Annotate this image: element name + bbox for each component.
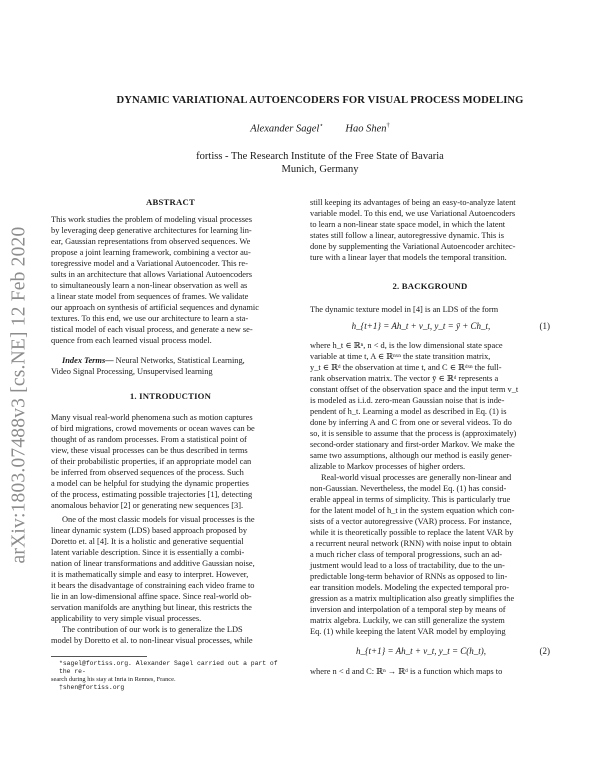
equation-2 [310,646,550,657]
abstract-line: textures. To this end, we use our architecture to learn a sta- [51,314,249,323]
text-line: inversion and interpolation of a temporal step by means of [310,605,506,614]
background-paragraph-2 [310,472,550,637]
text-line: be inferred from observed sequences of the process. Such [51,468,244,477]
text-line: variable at time t, A ∈ ℝⁿˣⁿ the state transition matrix, [310,352,491,361]
abstract-line: quence from each learned visual process model. [51,336,212,345]
text-line: of the process, estimating possible trajectories [1], detecting [51,490,253,499]
footnote-1: *sagel@fortiss.org. Alexander Sagel carried out a part of the re- [59,660,278,675]
text-line: still keeping its advantages of being an easy-to-analyze latent [310,198,516,207]
text-line: constant offset of the observation space and the input term v_t [310,385,519,394]
footnote-rule [51,656,147,657]
author-second: Hao Shen [345,123,387,135]
text-line: a model can be helpful for studying the dynamic properties [51,479,249,488]
text-line: so, it is sensible to assume that the process is (approximately) [310,429,517,438]
affiliation-line-2: Munich, Germany [281,164,359,175]
text-line: thought of as random processes. From a statistical point of [51,435,247,444]
text-line: Eq. (1) while keeping the latent VAR model by employing [310,627,506,636]
footnote-1-cont: search during his stay at Inria in Rennes, France. [51,676,176,683]
affiliation [40,150,600,176]
text-line: ear transition models. Modeling the expected temporal pro- [310,583,510,592]
index-terms-label: Index Terms— [62,356,114,365]
text-line: rank observation matrix. The vector ȳ ∈ ℝᵈ represents a [310,374,499,383]
background-heading: 2. BACKGROUND [392,281,468,291]
intro-paragraph-2 [51,514,290,624]
left-column [51,197,290,692]
text-line: it is mathematically simple and easy to interpret. However, [51,570,249,579]
equation-2-body: h_{t+1} = Ah_t + v_t, y_t = C(h_t), [355,646,487,656]
index-terms [51,355,290,377]
background-tail: where n < d and C: ℝⁿ → ℝᵈ is a function which maps to [310,667,503,676]
abstract-line: propose a joint learning framework, combining a vector au- [51,248,251,257]
right-column [310,197,550,677]
text-line: One of the most classic models for visual processes is the [62,515,255,524]
abstract-line: ear, Gaussian representations from observed sequences. We [51,237,251,246]
background-paragraph-1 [310,340,550,472]
arxiv-id: arXiv:1803.07488v3 [cs.NE] 12 Feb 2020 [8,226,29,564]
text-line: Many visual real-world phenomena such as motion captures [51,413,253,422]
text-line: applicability to very simple visual processes. [51,614,202,623]
paper-title: DYNAMIC VARIATIONAL AUTOENCODERS FOR VISUAL PROCESS MODELING [116,95,524,106]
text-line: to learn a non-linear state space model, in which the latent [310,220,506,229]
abstract-line: a linear state model from sequences of frames. We validate [51,292,249,301]
introduction-heading: 1. INTRODUCTION [129,391,212,401]
text-line: while it is theoretically possible to replace the latent VAR by [310,528,514,537]
text-line: latent variable description. Since it is essentially a combi- [51,548,245,557]
text-line: matrix algebra. Luckily, we can still generalize the system [310,616,505,625]
text-line: pendent of h_t. Learning a model as described in Eq. (1) is [310,407,507,416]
text-line: second-order stationary and first-order Markov. We make the [310,440,515,449]
text-line: nation of linear transformations and additive Gaussian noise, [51,559,255,568]
equation-1-number: (1) [539,321,550,331]
text-line: variable model. To this end, we use Variational Autoencoders [310,209,516,218]
text-line: alizable to Markov processes of higher orders. [310,462,466,471]
index-terms-line-2: Video Signal Processing, Unsupervised learning [51,367,213,376]
text-line: ture with a linear layer that models the temporal transition. [310,253,507,262]
abstract-line: This work studies the problem of modeling visual processes [51,215,252,224]
text-line: view, these visual processes can be thus described in terms [51,446,248,455]
text-line: same two assumptions, although our method is easily gener- [310,451,512,460]
text-line: it bears the disadvantage of constraining each video frame to [51,581,255,590]
abstract-line: sults in an architecture that allows Variational Autoencoders [51,270,253,279]
author-line [40,121,600,135]
author-first-mark: ⋆ [319,122,324,129]
text-line: The contribution of our work is to generalize the LDS [62,625,243,634]
text-line: Real-world visual processes are generally non-linear and [321,473,512,482]
affiliation-line-1: fortiss - The Research Institute of the Free State of Bavaria [196,151,444,162]
text-line: servation manifolds are anything but linear, this restricts the [51,603,252,612]
text-line: predictable long-term behavior of RNNs as opposed to lin- [310,572,508,581]
text-line: where h_t ∈ ℝⁿ, n < d, is the low dimensional state space [310,341,503,350]
arxiv-stamp [6,190,32,600]
text-line: a recurrent neural network (RNN) with noise input to obtain [310,539,512,548]
equation-1 [310,321,550,332]
abstract-line: our approach on synthesis of artificial sequences and dynamic [51,303,259,312]
text-line: justment would lead to a loss of tractability, due to the un- [310,561,505,570]
abstract-body [51,214,290,346]
text-line: of bird migrations, crowd movements or ocean waves can be [51,424,255,433]
background-lead: The dynamic texture model in [4] is an LDS of the form [310,305,499,314]
text-line: gression as a matrix multiplication also greatly simplifies the [310,594,515,603]
text-line: is modeled as i.i.d. zero-mean Gaussian noise that is inde- [310,396,505,405]
equation-2-number: (2) [539,646,550,656]
text-line: model by Doretto et al. to non-linear visual processes, while [51,636,253,645]
intro-paragraph-1 [51,412,290,511]
text-line: erable appeal in terms of simplicity. This is particularly true [310,495,511,504]
text-line: a much richer class of temporal progressions, such an ad- [310,550,503,559]
index-terms-line-1: Neural Networks, Statistical Learning, [113,356,245,365]
text-line: y_t ∈ ℝᵈ the observation at time t, and C ∈ ℝᵈˣⁿ the full- [310,363,502,372]
abstract-line: toregressive model and a Variational Autoencoder. This re- [51,259,248,268]
text-line: Doretto et. al [4]. It is a holistic and generative sequential [51,537,244,546]
author-second-mark: † [386,122,390,129]
text-line: linear dynamic system (LDS) based approach proposed by [51,526,248,535]
abstract-line: by leveraging deep generative architectures for learning lin- [51,226,252,235]
text-line: done by supplementing the Variational Autoencoder architec- [310,242,516,251]
author-first: Alexander Sagel [250,123,320,135]
text-line: sists of a vector autoregressive (VAR) process. For instance, [310,517,512,526]
text-line: done by inferring A and C from one or several videos. To do [310,418,512,427]
footnote-2: †shen@fortiss.org [59,684,125,691]
text-line: non-Gaussian. Nevertheless, the model Eq. (1) has consid- [310,484,507,493]
intro-paragraph-3 [51,624,290,646]
equation-1-body: h_{t+1} = Ah_t + v_t, y_t = ȳ + Ch_t, [351,321,491,331]
abstract-line: to simultaneously learn a non-linear observation as well as [51,281,248,290]
intro-continuation [310,197,550,263]
text-line: lie in an low-dimensional affine space. Since real-world ob- [51,592,252,601]
text-line: of their probabilistic properties, if an appropriate model can [51,457,252,466]
abstract-heading: ABSTRACT [146,197,195,207]
text-line: for the latent model of h_t in the system equation which con- [310,506,515,515]
text-line: states still follow a linear, autoregressive dynamic. This is [310,231,504,240]
text-line: anomalous behavior [2] or generating new sequences [3]. [51,501,244,510]
abstract-line: tistical model of each visual process, and generate a new se- [51,325,253,334]
